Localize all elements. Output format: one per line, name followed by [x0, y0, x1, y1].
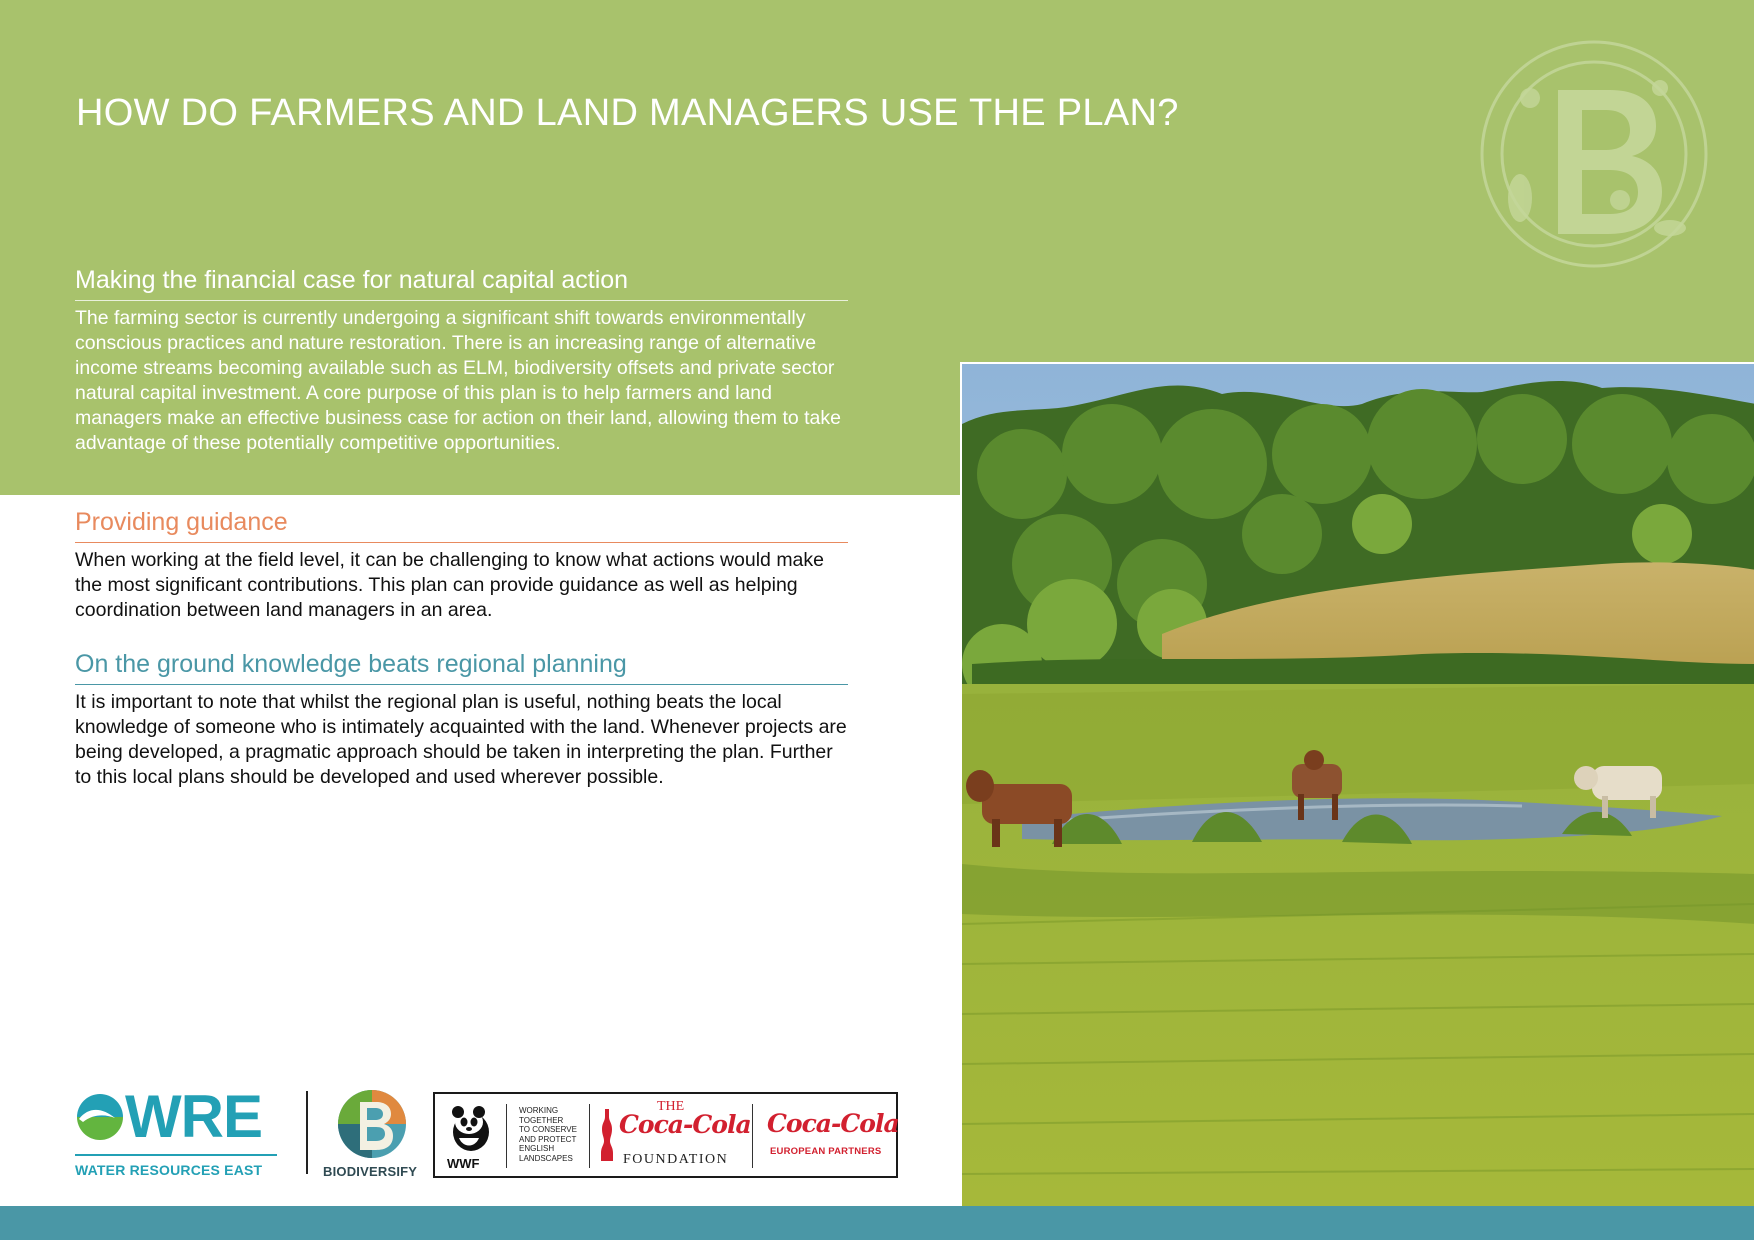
footer-bar [0, 1206, 1754, 1240]
tagline-line: TO CONSERVE [519, 1125, 577, 1135]
section-providing-guidance [75, 508, 848, 623]
section-body: It is important to note that whilst the regional plan is useful, nothing beats the local knowledge of someone who is intimately acquainted with the land. Whenever projects are being developed, a pragmatic approach should be taken in interpreting the plan. Further to this local plans should be developed and used wherever possible. [75, 691, 847, 788]
section-heading: On the ground knowledge beats regional planning [75, 650, 848, 685]
tagline-line: LANDSCAPES [519, 1153, 573, 1163]
partner-divider [752, 1104, 753, 1168]
section-heading: Making the financial case for natural capital action [75, 266, 848, 301]
page-title: HOW DO FARMERS AND LAND MANAGERS USE THE PLAN? [76, 92, 1179, 134]
coca-cola-foundation-the: THE [657, 1099, 685, 1114]
partner-divider [506, 1104, 507, 1168]
coca-cola-bottle-icon [600, 1109, 614, 1161]
section-heading: Providing guidance [75, 508, 848, 543]
tagline-line: TOGETHER [519, 1115, 564, 1125]
coca-cola-foundation-script: Coca-Cola [619, 1110, 751, 1139]
coca-cola-ep-subtitle: EUROPEAN PARTNERS [770, 1146, 882, 1157]
biodiversify-b-icon [334, 1088, 410, 1160]
partners-box [433, 1092, 898, 1178]
section-body: When working at the field level, it can be challenging to know what actions would make the most significant contributions. This plan can provide guidance as well as helping coordination between land managers in an area. [75, 549, 824, 621]
tagline-line: WORKING [519, 1106, 559, 1115]
wre-subtitle: WATER RESOURCES EAST [75, 1162, 263, 1178]
wre-wordmark: WRE [125, 1083, 262, 1150]
wre-rule [75, 1154, 277, 1156]
section-body: The farming sector is currently undergoing a significant shift towards environmentally conscious practices and nature restoration. There is an increasing range of alternative income streams becoming available such as ELM, biodiversity offsets and private sector natural capital investment. A core purpose of this plan is to help farmers and land managers make an effective business case for action on their land, allowing them to take advantage of these potentially competitive opportunities. [75, 307, 841, 454]
partner-divider [589, 1104, 590, 1168]
coca-cola-ep-script: Coca-Cola [767, 1109, 899, 1138]
landscape-photo [960, 362, 1754, 1206]
wre-logo [75, 1083, 280, 1180]
section-ground-knowledge [75, 650, 848, 790]
biodiversify-logo [323, 1088, 423, 1180]
wwf-label: WWF [447, 1156, 480, 1171]
wwf-tagline [519, 1106, 589, 1164]
section-financial-case [75, 266, 848, 456]
biodiversify-b-watermark-icon [1470, 28, 1718, 280]
tagline-line: AND PROTECT [519, 1134, 577, 1144]
logo-divider [306, 1091, 308, 1174]
wwf-panda-icon [445, 1104, 493, 1152]
partner-logos [75, 1083, 905, 1180]
tagline-line: ENGLISH [519, 1144, 555, 1154]
coca-cola-foundation-label: FOUNDATION [623, 1152, 729, 1167]
wre-wave-icon [75, 1092, 125, 1142]
biodiversify-label: BIODIVERSIFY [323, 1164, 418, 1179]
